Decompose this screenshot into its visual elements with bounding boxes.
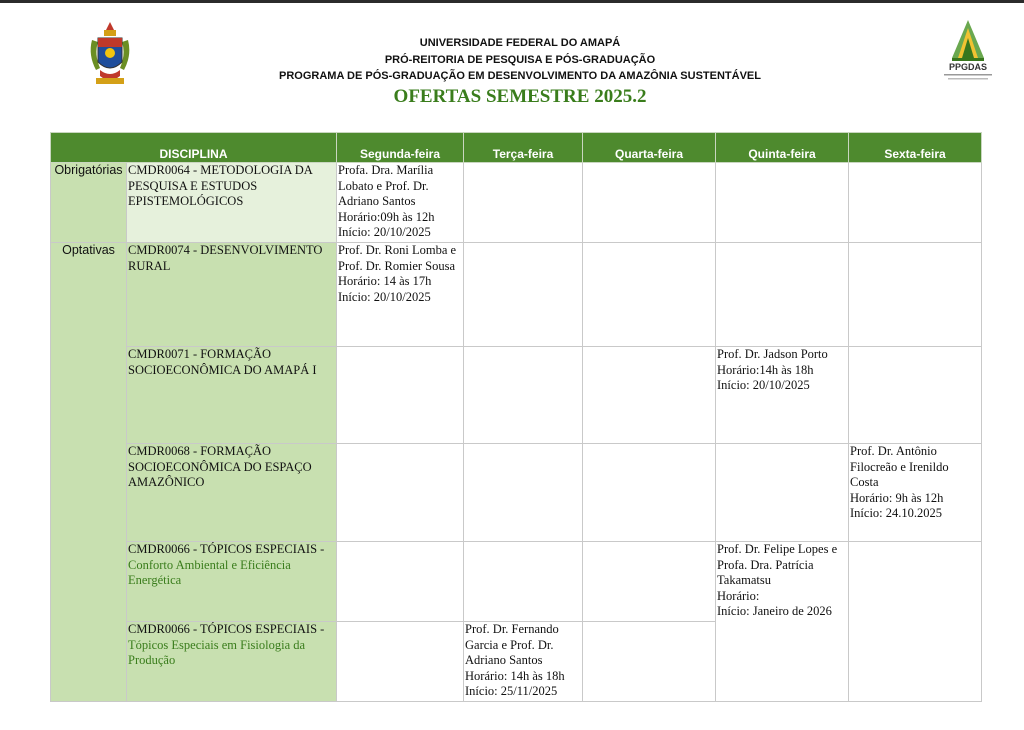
col-header-terca: Terça-feira xyxy=(464,133,583,163)
schedule-cell xyxy=(583,347,716,444)
course-schedule-table xyxy=(50,132,982,702)
schedule-cell xyxy=(849,542,982,702)
discipline-subtitle: Conforto Ambiental e Eficiência Energética xyxy=(128,557,291,587)
schedule-cell xyxy=(464,444,583,542)
schedule-cell xyxy=(337,542,464,622)
ppgdas-logo xyxy=(938,18,998,84)
schedule-cell xyxy=(583,542,716,622)
col-header-quinta: Quinta-feira xyxy=(716,133,849,163)
svg-text:PPGDAS: PPGDAS xyxy=(948,62,988,72)
discipline-cell: CMDR0068 - FORMAÇÃO SOCIOECONÔMICA DO ESPAÇO AMAZÔNICO xyxy=(127,444,337,542)
schedule-cell: Prof. Dr. Fernando Garcia e Prof. Dr. Adriano Santos Horário: 14h às 18h Início: 25/11/2025 xyxy=(464,622,583,702)
schedule-cell: Prof. Dr. Felipe Lopes e Profa. Dra. Patrícia Takamatsu Horário: Início: Janeiro de 2026 xyxy=(716,542,849,702)
discipline-cell: CMDR0074 - DESENVOLVIMENTO RURAL xyxy=(127,243,337,347)
schedule-cell xyxy=(337,444,464,542)
pro-rectorate-name: PRÓ-REITORIA DE PESQUISA E PÓS-GRADUAÇÃO xyxy=(384,53,656,66)
discipline-cell: CMDR0071 - FORMAÇÃO SOCIOECONÔMICA DO AMAPÁ I xyxy=(127,347,337,444)
schedule-cell xyxy=(464,243,583,347)
schedule-cell xyxy=(849,163,982,243)
schedule-cell xyxy=(583,243,716,347)
schedule-cell xyxy=(716,444,849,542)
schedule-cell: Prof. Dr. Jadson Porto Horário:14h às 18h Início: 20/10/2025 xyxy=(716,347,849,444)
category-optativas: Optativas xyxy=(51,243,127,702)
discipline-code: CMDR0066 - TÓPICOS ESPECIAIS xyxy=(128,622,318,636)
col-header-quarta: Quarta-feira xyxy=(583,133,716,163)
discipline-code: CMDR0066 - TÓPICOS ESPECIAIS xyxy=(128,542,318,556)
table-row xyxy=(51,243,982,347)
schedule-cell xyxy=(337,622,464,702)
schedule-cell: Prof. Dr. Antônio Filocreão e Irenildo Costa Horário: 9h às 12h Início: 24.10.2025 xyxy=(849,444,982,542)
category-obrigatorias: Obrigatórias xyxy=(51,163,127,243)
top-border xyxy=(0,0,1024,3)
table-row xyxy=(51,444,982,542)
schedule-cell xyxy=(464,542,583,622)
col-header-disciplina: DISCIPLINA xyxy=(51,133,337,163)
table-row xyxy=(51,163,982,243)
page-title: OFERTAS SEMESTRE 2025.2 xyxy=(393,85,647,107)
schedule-cell xyxy=(716,163,849,243)
university-name: UNIVERSIDADE FEDERAL DO AMAPÁ xyxy=(419,37,621,49)
col-header-sexta: Sexta-feira xyxy=(849,133,982,163)
schedule-cell xyxy=(464,163,583,243)
table-row xyxy=(51,542,982,622)
schedule-cell xyxy=(583,622,716,702)
table-header-row xyxy=(51,133,982,163)
schedule-cell xyxy=(716,243,849,347)
discipline-cell: CMDR0064 - METODOLOGIA DA PESQUISA E ESTUDOS EPISTEMOLÓGICOS xyxy=(127,163,337,243)
university-coat-of-arms-logo xyxy=(86,20,134,90)
schedule-cell: Profa. Dra. Marília Lobato e Prof. Dr. Adriano Santos Horário:09h às 12h Início: 20/10/2025 xyxy=(337,163,464,243)
schedule-cell xyxy=(464,347,583,444)
program-name: PROGRAMA DE PÓS-GRADUAÇÃO EM DESENVOLVIMENTO DA AMAZÔNIA SUSTENTÁVEL xyxy=(279,70,761,82)
discipline-subtitle: Tópicos Especiais em Fisiologia da Produção xyxy=(128,637,306,667)
document-header xyxy=(200,35,840,109)
schedule-cell: Prof. Dr. Roni Lomba e Prof. Dr. Romier Sousa Horário: 14 às 17h Início: 20/10/2025 xyxy=(337,243,464,347)
discipline-cell: CMDR0066 - TÓPICOS ESPECIAIS - Tópicos Especiais em Fisiologia da Produção xyxy=(127,622,337,702)
schedule-cell xyxy=(337,347,464,444)
discipline-cell: CMDR0066 - TÓPICOS ESPECIAIS - Conforto Ambiental e Eficiência Energética xyxy=(127,542,337,622)
schedule-cell xyxy=(849,347,982,444)
table-row xyxy=(51,347,982,444)
schedule-cell xyxy=(583,163,716,243)
schedule-cell xyxy=(849,243,982,347)
col-header-segunda: Segunda-feira xyxy=(337,133,464,163)
schedule-cell xyxy=(583,444,716,542)
